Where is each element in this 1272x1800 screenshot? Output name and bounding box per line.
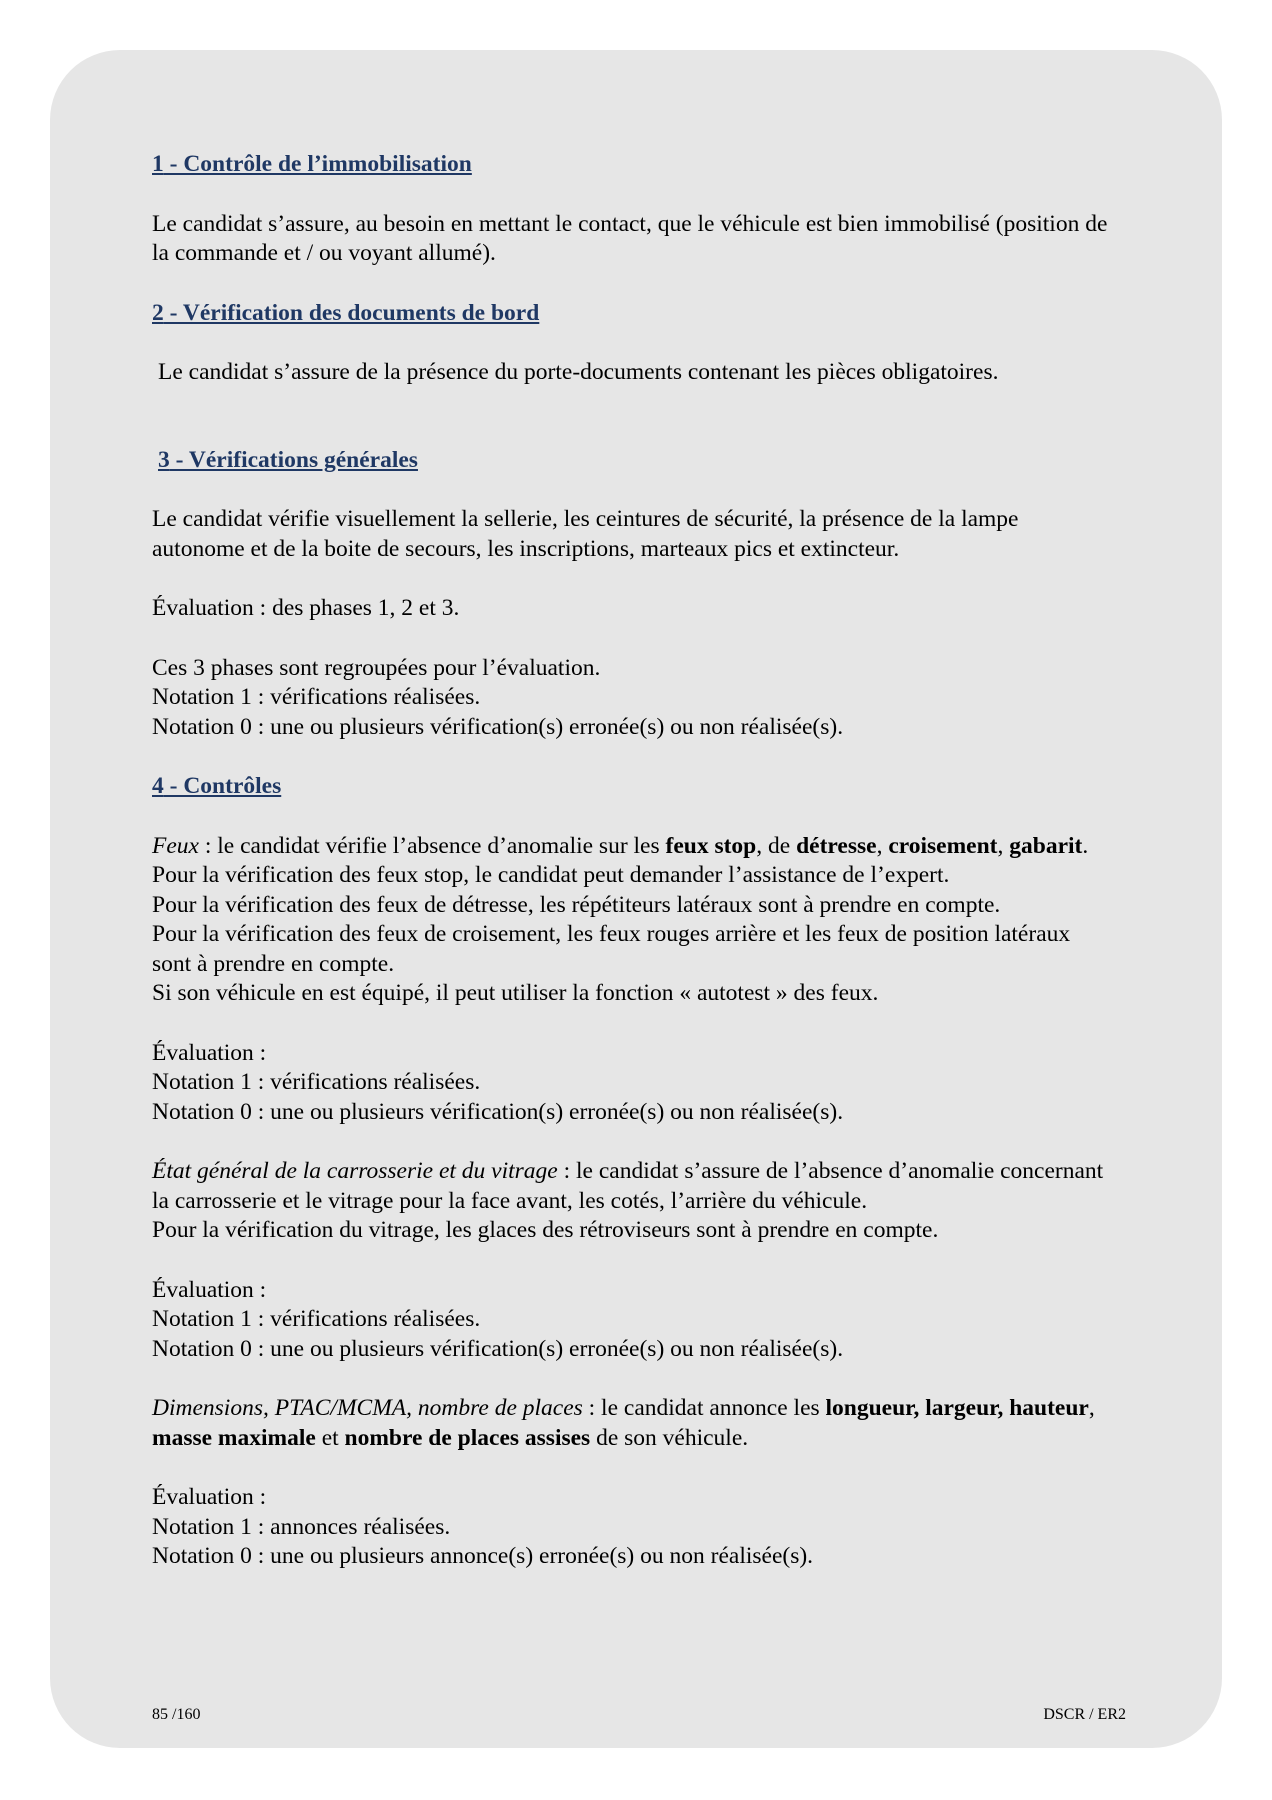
footer-reference: DSCR / ER2: [1043, 1706, 1126, 1723]
carrosserie-notation-0: Notation 0 : une ou plusieurs vérification(s) erronée(s) ou non réalisée(s).: [152, 1335, 844, 1362]
feux-label: Feux: [152, 832, 199, 859]
feux-gabarit: gabarit: [1009, 832, 1083, 859]
footer-page-number: 85 /160: [152, 1706, 201, 1723]
dimensions-paragraph: [152, 1394, 1112, 1453]
feux-text-2: , de: [756, 832, 797, 859]
dimensions-label: Dimensions, PTAC/MCMA, nombre de places: [152, 1395, 583, 1421]
section-2-number: 2: [152, 299, 164, 326]
section-1-number: 1: [152, 151, 164, 177]
section-3-notation-1: Notation 1 : vérifications réalisées.: [152, 684, 481, 710]
section-3-title: - Vérifications générales: [169, 446, 418, 473]
feux-line-1: Pour la vérification des feux stop, le candidat peut demander l’assistance de l’expert.: [152, 862, 950, 888]
section-3-heading: [152, 446, 1112, 476]
feux-detresse: détresse: [796, 832, 877, 859]
dimensions-bold-2: masse maximale: [152, 1424, 316, 1451]
feux-line-3: Pour la vérification des feux de croisement, les feux rouges arrière et les feux de position latéraux sont à prendre en compte.: [152, 921, 1071, 977]
carrosserie-evaluation: Évaluation :: [152, 1276, 267, 1303]
feux-text-5: .: [1082, 832, 1089, 859]
dimensions-bold-1: longueur, largeur, hauteur: [825, 1395, 1089, 1421]
carrosserie-text: : le candidat s’assure de l’absence d’anomalie concernant la carrosserie et le vitrage pour la face avant, les cotés, l’arrière du véhicule.: [152, 1158, 1104, 1214]
feux-paragraph: [152, 832, 1112, 862]
feux-croisement: croisement: [888, 832, 998, 859]
section-2-title: - Vérification des documents de bord: [163, 299, 540, 326]
feux-evaluation: Évaluation :: [152, 1039, 267, 1066]
feux-line-2: Pour la vérification des feux de détresse, les répétiteurs latéraux sont à prendre en compte.: [152, 891, 1001, 918]
section-1-paragraph: Le candidat s’assure, au besoin en mettant le contact, que le véhicule est bien immobilisé (position de la commande et / ou voyant allumé).: [152, 210, 1108, 266]
section-1-title: - Contrôle de l’immobilisation: [163, 151, 472, 177]
dimensions-text-3: et: [315, 1424, 345, 1451]
feux-text-4: ,: [997, 832, 1010, 859]
dimensions-evaluation: Évaluation :: [152, 1484, 267, 1510]
section-2-paragraph: Le candidat s’assure de la présence du porte-documents contenant les pièces obligatoires.: [158, 359, 999, 385]
carrosserie-line-1: Pour la vérification du vitrage, les glaces des rétroviseurs sont à prendre en compte.: [152, 1217, 939, 1243]
section-4-title: - Contrôles: [163, 773, 282, 799]
carrosserie-label: État général de la carrosserie et du vitrage: [152, 1158, 558, 1184]
feux-stop: feux stop: [665, 832, 757, 859]
feux-notation-0: Notation 0 : une ou plusieurs vérification(s) erronée(s) ou non réalisée(s).: [152, 1098, 844, 1125]
section-1-heading: [152, 150, 1112, 180]
dimensions-text-2: ,: [1088, 1395, 1095, 1421]
section-3-grouped-note: Ces 3 phases sont regroupées pour l’évaluation.: [152, 654, 601, 681]
feux-line-4: Si son véhicule en est équipé, il peut utiliser la fonction « autotest » des feux.: [152, 980, 879, 1006]
dimensions-text-4: de son véhicule.: [590, 1424, 749, 1451]
section-3-notation-0: Notation 0 : une ou plusieurs vérification(s) erronée(s) ou non réalisée(s).: [152, 713, 844, 740]
carrosserie-notation-1: Notation 1 : vérifications réalisées.: [152, 1306, 481, 1332]
section-3-evaluation: Évaluation : des phases 1, 2 et 3.: [152, 595, 460, 621]
feux-text-1: : le candidat vérifie l’absence d’anomalie sur les: [198, 832, 666, 859]
section-2-heading: [152, 299, 1112, 329]
section-4-heading: [152, 772, 1112, 802]
feux-text-3: ,: [876, 832, 889, 859]
dimensions-bold-3: nombre de places assises: [344, 1424, 591, 1451]
carrosserie-paragraph: [152, 1157, 1112, 1216]
dimensions-notation-1: Notation 1 : annonces réalisées.: [152, 1513, 451, 1540]
document-body: [152, 150, 1112, 1572]
section-3-paragraph: Le candidat vérifie visuellement la sellerie, les ceintures de sécurité, la présence de la lampe autonome et de la boite de secours, les inscriptions, marteaux pics et extincteur.: [152, 506, 1019, 562]
section-4-number: 4: [152, 773, 164, 799]
section-3-number: 3: [158, 446, 170, 473]
dimensions-text-1: : le candidat annonce les: [582, 1395, 826, 1421]
feux-notation-1: Notation 1 : vérifications réalisées.: [152, 1069, 481, 1095]
dimensions-notation-0: Notation 0 : une ou plusieurs annonce(s) erronée(s) ou non réalisée(s).: [152, 1543, 814, 1569]
